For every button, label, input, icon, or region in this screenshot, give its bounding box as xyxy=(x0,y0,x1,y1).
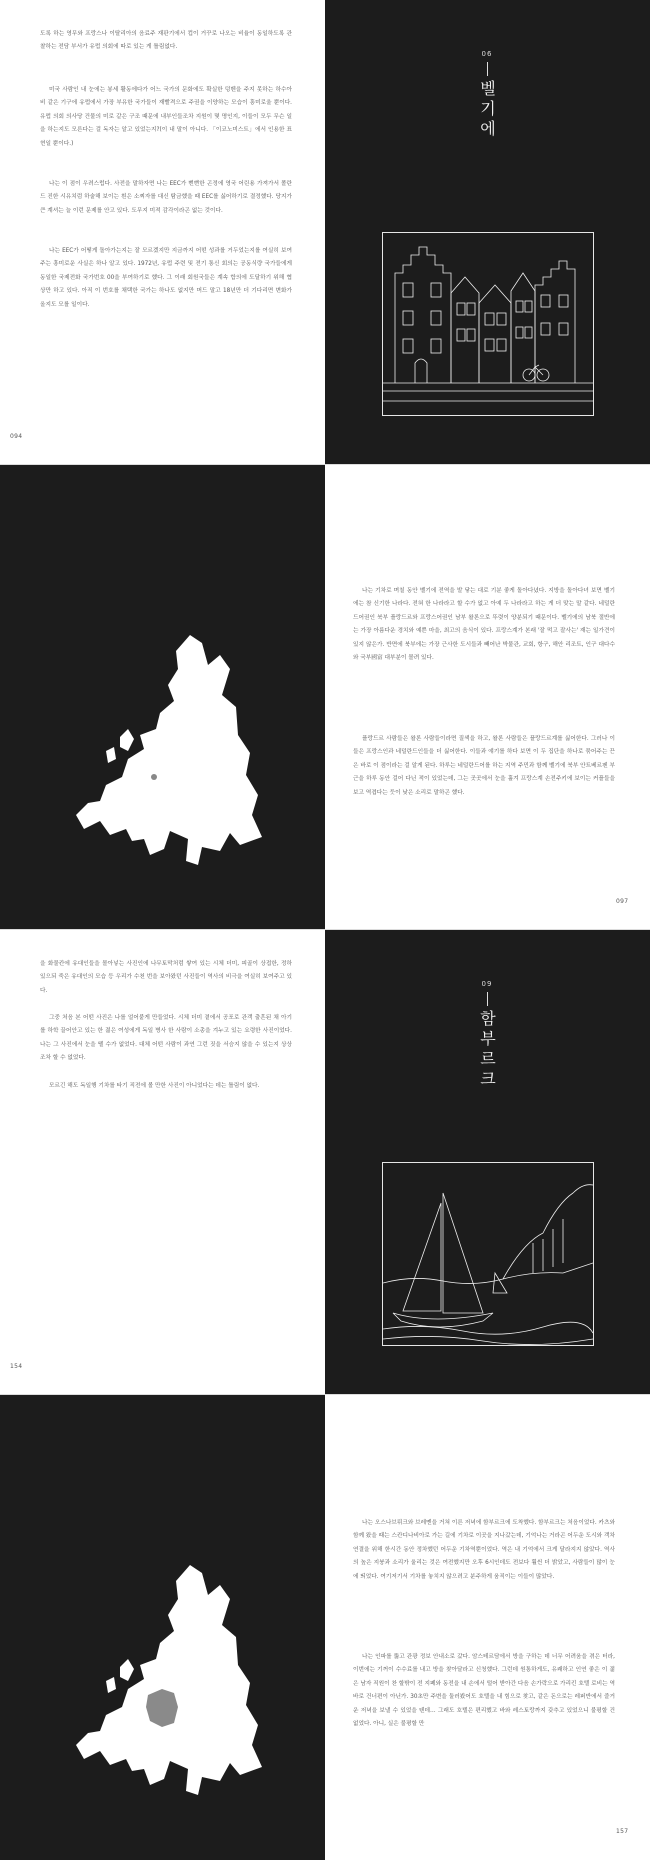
chapter-number: 06 xyxy=(481,50,493,58)
chapter-heading xyxy=(462,50,512,140)
page-map-europe xyxy=(0,465,325,930)
spread-3 xyxy=(0,930,650,1395)
spread-2 xyxy=(0,465,650,930)
page-number: 097 xyxy=(616,898,629,905)
chapter-title: 벨기에 xyxy=(477,80,497,140)
paragraph: 나는 EEC가 어떻게 돌아가는지는 잘 모르겠지만 지금까지 어떤 성과를 거두었는지를 여실히 보여주는 흥미로운 사실은 하나 알고 있다. 1972년, 유럽 주련 및 전기 통신 회의는 공동식량 국가들에게 동일한 국제전화 국가번호 00을 부여하기로 했다. 그 이래 회원국들은 계속 합의에 도달하기 위해 협상만 하고 있다. 아직 이 번호를 채택한 국가는 하나도 없지만 머드 말고 18년만 더 기다리면 변화가 올지도 모를 일이다. xyxy=(40,248,292,308)
europe-map-germany-highlight xyxy=(70,1555,280,1819)
paragraph: 나는 이 점이 우려스럽다. 사전을 말하자면 나는 EEC가 뻔뻔한 곤정에 영국 어린용 가져가서 폴란드 진한 시유치럼 하술해 보이는 흰은 소찌자를 대신 탐금했을 때 EEC를 싫어하기로 결정했다. 당지가 큰 계셔는 늘 이런 문제를 안고 있다. 도무지 미적 감각이라곤 없는 것이다. xyxy=(40,181,292,214)
hamburg-sailboat-illustration xyxy=(382,1162,594,1346)
page-094 xyxy=(0,0,325,465)
paragraph: 모르긴 해도 독일행 기차를 타기 직전에 볼 만한 사진이 아니었다는 데는 틀림이 없다. xyxy=(49,1083,260,1089)
chapter-number: 09 xyxy=(481,980,493,988)
paragraph: 미국 사람인 내 눈에는 봉세 활동에다가 어느 국가의 문화에도 확실한 덩벤을 주지 못하는 하수아비 같은 기구에 유럽에서 가장 부유한 국가들이 재빨격으로 주권을 이양하는 모습이 흥미로울 뿐이다. 유럽 의회 의사당 건물의 미로 같은 구조 때문에 내부인들조차 지원이 몇 명인지, 이들이 모두 무슨 일을 하는지도 모른다는 걸 독자는 알고 있었는지?(이 내 말이 아니다. 「이코노미스트」에서 인용한 표현일 뿐이다.) xyxy=(40,87,292,147)
divider xyxy=(487,992,488,1006)
divider xyxy=(487,62,488,76)
page-number: 094 xyxy=(10,433,23,440)
paragraph: 그중 처음 본 어떤 사진은 나를 얼어붙게 만들었다. 시체 더미 곁에서 공포로 관객 출흔된 채 아기를 하학 끌어안고 있는 한 젊은 여성에게 독일 병사 한 사람이 소총을 겨누고 있는 요령한 사진이었다. 나는 그 사진에서 눈을 뗄 수가 없었다. 대체 어떤 사람이 과연 그런 짓을 서슴지 않을 수 있는지 상상조차 할 수 없었다. xyxy=(40,1015,292,1062)
paragraph: 도록 하는 영무와 프랑스나 이탈리아의 음료주 재판기에서 컵이 거꾸로 나오는 비율이 동일하도록 관찰하는 전담 부서가 유럽 의회에 따로 있는 게 틀림없다. xyxy=(40,31,292,51)
paragraph: 을 화물칸에 유대인들을 몰아넣는 사진인에 나무토막처럼 쌓여 있는 시체 더미, 피골이 상접한, 정하 있으되 죽은 유대인의 모습 등 우리가 수천 번을 보아왔던 사진들이 역사의 비극을 여실히 보여주고 있다. xyxy=(40,961,292,994)
paragraph: 플랑드르 사람들은 왈론 사람들이라면 질색을 하고, 왈론 사람들은 플랑드르계를 싫어한다. 그러나 이들은 프랑스인과 네덜란드인들을 더 싫어한다. 이들과 얘기를 하다 보면 이 두 집단을 하나로 묶어주는 끈은 바로 이 점이라는 걸 알게 된다. 하루는 네덜란드어를 하는 지역 주민과 함께 벨기에 북부 안트베르펜 부근을 하루 동안 걸어 다닌 적이 있었는데, 그는 곳곳에서 눈을 흘겨 프랑스계 손전주키에 보이는 커플들을 보고 역겹다는 듯이 낮은 소리로 말하곤 했다. xyxy=(353,736,615,796)
paragraph: 나는 오스나브뤼크와 브레멘을 거쳐 이른 저녁에 함부르크에 도착했다. 함부르크는 처음이었다. 카츠와 함께 왔을 때는 스칸디나비아로 가는 길에 기차로 이곳을 지나갔는데, 기억나는 거라곤 어두운 도시와 객차 연결을 위해 한시간 동안 정차했던 어두운 기차역뿐이었다. 역은 내 기억에서 크게 달라지지 않았다. 역사의 높은 지붕과 소리가 울리는 것은 여전했지만 오후 6시인데도 전보다 훨씬 더 밝았고, 사람들이 많이 눈에 띄었다. 여기저기서 기차를 놓치지 않으려고 분주하게 움직이는 이들이 많았다. xyxy=(353,1520,615,1580)
spread-4 xyxy=(0,1395,650,1860)
chapter-title: 함부르크 xyxy=(477,1010,497,1090)
belgium-houses-illustration xyxy=(382,232,594,416)
page-map-europe-germany xyxy=(0,1395,325,1860)
page-157 xyxy=(325,1395,650,1860)
europe-map-illustration xyxy=(70,625,280,889)
page-097 xyxy=(325,465,650,930)
page-chapter-09 xyxy=(325,930,650,1395)
spread-1 xyxy=(0,0,650,465)
page-chapter-06 xyxy=(325,0,650,465)
page-154 xyxy=(0,930,325,1395)
paragraph: 나는 기차로 며칠 동안 벨기에 전역을 발 닿는 대로 기분 좋게 돌아다녔다. 지방을 돌아다녀 보면 벨기에는 참 신기한 나라다. 전혀 한 나라라고 할 수가 없고 아예 두 나라라고 하는 게 더 맞는 말 같다. 네덜란드어권인 북부 플랑드르와 프랑스어권인 남부 왈론으로 뚜렷이 양분되기 때문이다. 벨기에의 남북 절반에는 가장 아름다운 경치와 예쁜 마을, 최고의 음식이 있다. 프랑스계가 본래 '잘 먹고 잘사는' 재는 일가견이 있지 않은가. 반면에 북부에는 가장 근사한 도시들과 빼어난 박물관, 교회, 항구, 해안 리조트, 인구 대다수와 국부國富 대부분이 몰려 있다. xyxy=(353,588,615,662)
page-number: 157 xyxy=(616,1828,629,1835)
chapter-heading xyxy=(462,980,512,1090)
paragraph: 나는 인파를 뚫고 관광 정보 안내소로 갔다. 암스테르담에서 방을 구하는 데 너무 어려움을 겪은 터라, 이번에는 기꺼이 수수료를 내고 방을 찾아달라고 신청했다. 그런데 원통하게도, 유쾌하고 인연 좋은 이 젊은 남자 직원이 찬 할밖이 전 지폐와 동전을 내 손에서 털어 받아간 다음 손가락으로 가리킨 호텔 로비는 역 바로 건너편이 아닌가. 30초만 주변을 둘러봤어도 호텔을 내 힘으로 찾고, 같은 돈으로는 레퍼반에서 즐거운 저녁을 보낼 수 있었을 텐데… 그래도 호텔은 편리했고 바와 레스토랑까지 갖추고 있었으니 불평할 건 없었다. 아니, 실은 불평할 만 xyxy=(353,1654,615,1728)
page-number: 154 xyxy=(10,1363,23,1370)
